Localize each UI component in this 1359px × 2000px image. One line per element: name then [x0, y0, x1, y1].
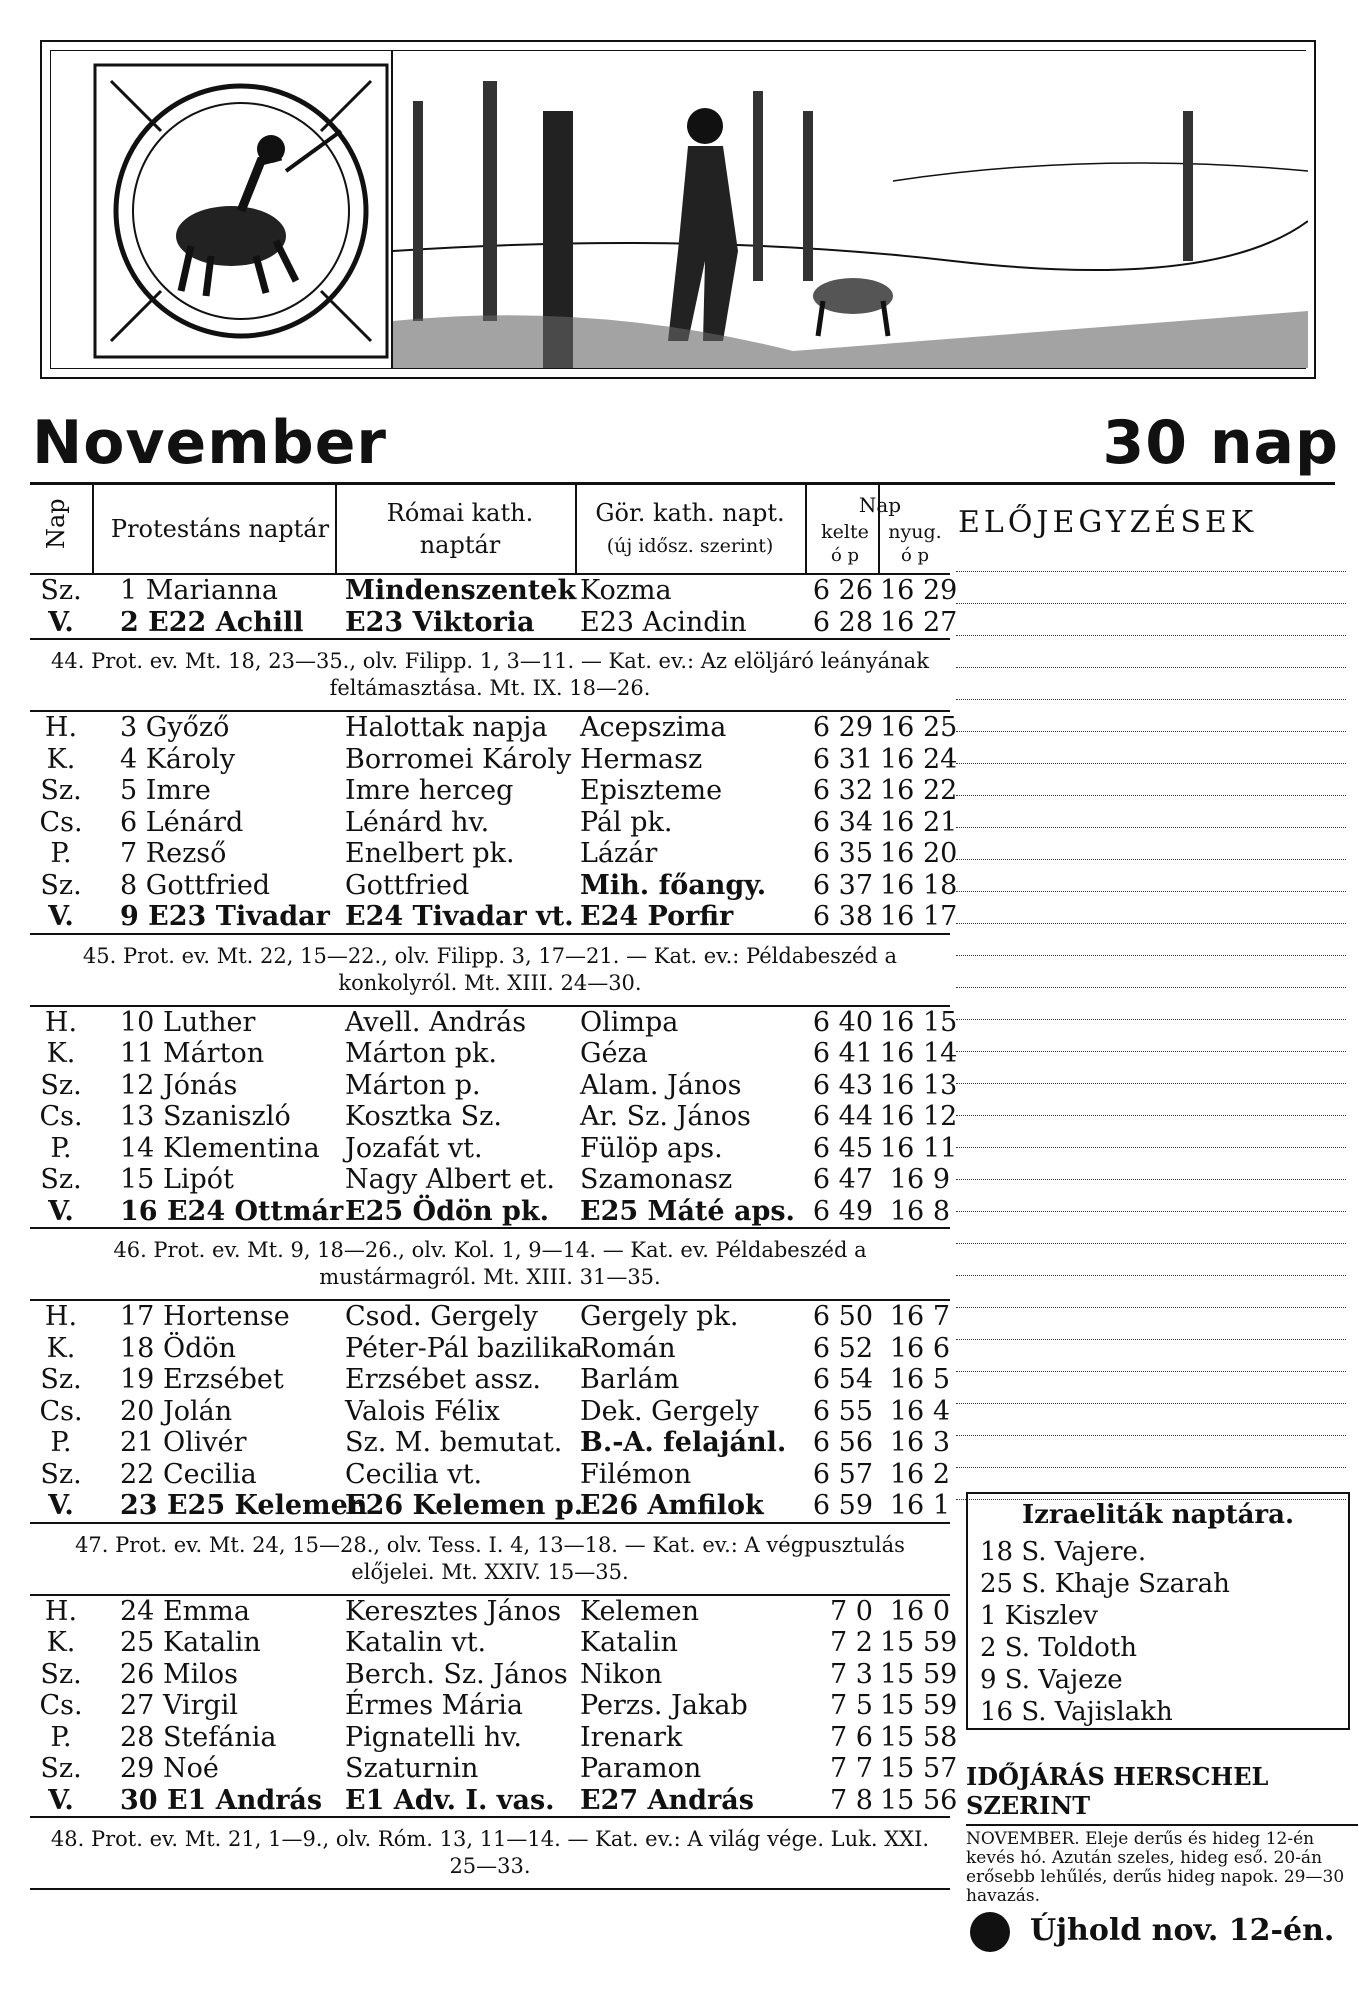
roman-name: Márton pk. — [345, 1038, 497, 1069]
roman-name: Pignatelli hv. — [345, 1721, 522, 1753]
day-row — [30, 1196, 950, 1228]
day-row — [30, 1459, 950, 1491]
sunrise-time: 6 37 — [812, 869, 873, 901]
note-line — [956, 732, 1346, 764]
week-note-text: 46. Prot. ev. Mt. 9, 18—26., olv. Kol. 1, 9—14. — Kat. ev. Példabeszéd a mustármagról. Mt. XIII. 31—35. — [113, 1238, 867, 1289]
calendar-weeks — [30, 575, 958, 1890]
day-row — [30, 775, 958, 807]
roman-name: Márton p. — [345, 1069, 481, 1101]
week-block — [30, 1301, 950, 1522]
roman-name: Halottak napja — [345, 712, 548, 743]
sunset-time: 16 22 — [880, 775, 958, 806]
greek-name: E25 Máté aps. — [580, 1195, 795, 1227]
note-line — [956, 1244, 1346, 1276]
notes-title: ELŐJEGYZÉSEK — [958, 505, 1258, 540]
protestant-name: 22 Cecilia — [120, 1458, 257, 1490]
roman-name: Enelbert pk. — [345, 838, 515, 869]
sunset-time: 16 25 — [880, 712, 958, 743]
israelite-calendar-list — [968, 1536, 1348, 1728]
roman-name: Cecilia vt. — [345, 1458, 483, 1490]
greek-name: Alam. János — [580, 1069, 742, 1101]
protestant-name: 7 Rezső — [120, 838, 227, 869]
sunrise-time: 6 50 — [812, 1301, 873, 1332]
roman-name: Csod. Gergely — [345, 1301, 538, 1332]
day-abbrev: Cs. — [39, 806, 83, 838]
protestant-name: 6 Lénárd — [120, 806, 244, 838]
autumn-hunter-landscape-illustration — [391, 51, 1308, 368]
day-row — [30, 1721, 958, 1754]
roman-name: E23 Viktoria — [345, 606, 535, 638]
note-line — [956, 604, 1346, 636]
new-moon-text: Újhold nov. 12-én. — [1030, 1913, 1335, 1948]
week-note-text: 44. Prot. ev. Mt. 18, 23—35., olv. Filipp. 1, 3—11. — Kat. ev.: Az elöljáró leányának feltámasztása. Mt. IX. 18—26. — [51, 649, 929, 700]
week-block — [30, 575, 958, 638]
sunrise-time: 6 31 — [812, 743, 873, 775]
sunrise-units: ó p — [830, 545, 860, 566]
roman-name: Avell. András — [345, 1006, 527, 1038]
roman-name: Keresztes János — [345, 1595, 562, 1627]
week-note-text: 48. Prot. ev. Mt. 21, 1—9., olv. Róm. 13, 11—14. — Kat. ev.: A világ vége. Luk. XXI. 25—33. — [50, 1827, 930, 1878]
sunrise-time: 6 28 — [812, 606, 873, 638]
protestant-name: 24 Emma — [120, 1595, 250, 1627]
greek-column-header: Gör. kath. napt. — [595, 499, 785, 527]
sunset-time: 16 14 — [880, 1038, 958, 1069]
note-line — [956, 636, 1346, 668]
note-line — [956, 1020, 1346, 1052]
sunrise-time: 6 29 — [812, 712, 873, 743]
sunset-time: 16 4 — [889, 1395, 950, 1427]
note-line — [956, 1180, 1346, 1212]
greek-name: Hermasz — [580, 743, 703, 775]
sunset-time: 15 57 — [880, 1753, 958, 1784]
week-gospel-note — [30, 1522, 950, 1596]
note-line — [956, 1116, 1346, 1148]
sunset-time: 16 11 — [880, 1132, 958, 1164]
sunset-time: 16 24 — [880, 743, 958, 775]
note-line — [956, 796, 1346, 828]
roman-name: Nagy Albert et. — [345, 1164, 555, 1195]
sunset-time: 15 56 — [880, 1784, 958, 1816]
day-abbrev: K. — [46, 1038, 76, 1069]
calendar-table — [30, 485, 958, 1890]
roman-name: E1 Adv. I. vas. — [345, 1784, 555, 1816]
protestant-name: 18 Ödön — [120, 1332, 237, 1364]
protestant-name: 3 Győző — [120, 712, 230, 743]
protestant-name: 20 Jolán — [120, 1395, 233, 1427]
protestant-name: 30 E1 András — [120, 1784, 323, 1816]
sunset-time: 16 21 — [880, 806, 958, 838]
sunrise-time: 7 3 — [830, 1658, 873, 1690]
day-abbrev: K. — [46, 1627, 76, 1658]
greek-name: Dek. Gergely — [580, 1395, 759, 1427]
roman-name: E24 Tivadar vt. — [345, 901, 574, 932]
israelite-entry: 2 S. Toldoth — [980, 1633, 1138, 1663]
day-abbrev: V. — [48, 606, 74, 638]
day-row — [30, 1038, 958, 1070]
day-row — [30, 606, 958, 639]
day-row — [30, 1596, 950, 1628]
week-gospel-note — [30, 1227, 950, 1301]
day-abbrev: Cs. — [39, 1395, 83, 1427]
protestant-name: 12 Jónás — [120, 1069, 238, 1101]
sunrise-time: 6 32 — [812, 775, 873, 806]
israelite-calendar-title: Izraeliták naptára. — [1021, 1500, 1295, 1530]
roman-name: Sz. M. bemutat. — [345, 1427, 563, 1458]
sunrise-time: 7 7 — [830, 1753, 873, 1784]
day-abbrev: Sz. — [40, 575, 82, 606]
note-line — [956, 892, 1346, 924]
note-line — [956, 764, 1346, 796]
roman-name: Gottfried — [345, 869, 470, 901]
protestant-name: 14 Klementina — [120, 1132, 320, 1164]
week-gospel-note — [30, 638, 950, 712]
note-line — [956, 1276, 1346, 1308]
greek-name: E23 Acindin — [580, 606, 747, 638]
day-row — [30, 712, 958, 744]
sunrise-time: 6 57 — [812, 1458, 873, 1490]
day-abbrev: H. — [44, 712, 78, 743]
day-row — [30, 1690, 958, 1722]
day-abbrev: Sz. — [40, 1458, 82, 1490]
day-abbrev: P. — [50, 838, 72, 869]
greek-name: Filémon — [580, 1458, 692, 1490]
day-abbrev: Cs. — [39, 1101, 83, 1132]
note-line — [956, 1436, 1346, 1468]
sun-column-header: Nap — [858, 493, 902, 517]
sunset-time: 15 59 — [880, 1627, 958, 1658]
note-line — [956, 1372, 1346, 1404]
month-title: November — [32, 408, 387, 478]
greek-name: Perzs. Jakab — [580, 1690, 748, 1721]
day-row — [30, 1006, 958, 1039]
protestant-name: 1 Marianna — [120, 575, 279, 606]
column-divider — [575, 485, 577, 573]
day-row — [30, 1132, 958, 1165]
notes-lines — [956, 540, 1346, 1500]
sunrise-time: 6 52 — [812, 1332, 873, 1364]
day-abbrev: Sz. — [40, 1753, 82, 1784]
sunrise-time: 6 43 — [812, 1069, 873, 1101]
week-gospel-note — [30, 1816, 950, 1890]
greek-name: Kozma — [580, 575, 672, 606]
sunrise-time: 6 56 — [812, 1427, 873, 1458]
greek-name: Pál pk. — [580, 806, 673, 838]
notes-panel — [956, 485, 1346, 1500]
greek-name: Román — [580, 1332, 676, 1364]
day-row — [30, 1164, 950, 1196]
day-row — [30, 1301, 950, 1333]
week-note-text: 47. Prot. ev. Mt. 24, 15—28., olv. Tess. I. 4, 13—18. — Kat. ev.: A végpusztulás előjelei. Mt. XXIV. 15—35. — [75, 1532, 905, 1584]
protestant-name: 15 Lipót — [120, 1164, 234, 1195]
protestant-name: 28 Stefánia — [120, 1721, 277, 1753]
roman-name: Katalin vt. — [345, 1627, 487, 1658]
sunrise-time: 6 38 — [812, 901, 873, 932]
sunset-time: 16 29 — [880, 575, 958, 606]
sunrise-time: 7 0 — [830, 1595, 873, 1627]
day-row — [30, 1101, 958, 1133]
roman-name: E25 Ödön pk. — [345, 1195, 549, 1227]
greek-name: Szamonasz — [580, 1164, 733, 1195]
note-line — [956, 1340, 1346, 1372]
weather-title: IDŐJÁRÁS HERSCHEL SZERINT — [966, 1758, 1358, 1826]
sunset-time: 16 3 — [889, 1427, 950, 1458]
protestant-name: 29 Noé — [120, 1753, 219, 1784]
protestant-name: 16 E24 Ottmár — [120, 1195, 344, 1227]
greek-name: Episzteme — [580, 775, 723, 806]
sunset-time: 16 18 — [880, 869, 958, 901]
israelite-calendar-box — [966, 1492, 1350, 1730]
sunrise-time: 6 47 — [812, 1164, 873, 1195]
greek-name: Ar. Sz. János — [580, 1101, 751, 1132]
note-line — [956, 572, 1346, 604]
protestant-name: 21 Olivér — [120, 1427, 247, 1458]
day-row — [30, 743, 958, 776]
sunset-time: 15 59 — [880, 1690, 958, 1721]
sunset-time: 16 17 — [880, 901, 958, 932]
greek-name: Olimpa — [580, 1006, 679, 1038]
calendar-header — [30, 485, 950, 575]
greek-column-header-2: (új idősz. szerint) — [606, 535, 774, 557]
roman-name: Jozafát vt. — [345, 1132, 483, 1164]
day-column-header: Nap — [42, 498, 70, 549]
roman-name: Érmes Mária — [345, 1690, 524, 1721]
column-divider — [92, 485, 94, 573]
week-block — [30, 712, 958, 933]
day-abbrev: H. — [44, 1595, 78, 1627]
new-moon-note — [970, 1912, 1334, 1952]
greek-name: Acepszima — [580, 712, 727, 743]
sunrise-time: 6 41 — [812, 1038, 873, 1069]
israelite-entry: 25 S. Khaje Szarah — [980, 1569, 1230, 1599]
week-block — [30, 1595, 958, 1817]
sunrise-time: 7 8 — [830, 1784, 873, 1816]
sunrise-time: 6 55 — [812, 1395, 873, 1427]
day-abbrev: H. — [44, 1301, 78, 1332]
sunset-time: 16 0 — [889, 1595, 950, 1627]
greek-name: Kelemen — [580, 1595, 700, 1627]
week-gospel-note — [30, 933, 950, 1007]
sunset-header: nyug. — [888, 521, 942, 543]
israelite-entry: 18 S. Vajere. — [980, 1537, 1147, 1567]
roman-name: Szaturnin — [345, 1753, 479, 1784]
sunset-time: 15 59 — [880, 1658, 958, 1690]
greek-name: E27 András — [580, 1784, 754, 1816]
sunset-time: 16 12 — [880, 1101, 958, 1132]
day-row — [30, 1490, 950, 1522]
protestant-name: 9 E23 Tivadar — [120, 901, 330, 932]
greek-name: Nikon — [580, 1658, 663, 1690]
header-illustration — [40, 40, 1316, 379]
israelite-entry: 1 Kiszlev — [980, 1601, 1098, 1631]
roman-name: Borromei Károly — [345, 743, 572, 775]
sunset-time: 16 8 — [889, 1195, 950, 1227]
greek-name: Mih. főangy. — [580, 869, 767, 901]
column-divider — [878, 485, 880, 573]
note-line — [956, 1404, 1346, 1436]
day-row — [30, 575, 958, 607]
day-row — [30, 1396, 950, 1428]
protestant-name: 11 Márton — [120, 1038, 265, 1069]
week-note-text: 45. Prot. ev. Mt. 22, 15—22., olv. Filipp. 3, 17—21. — Kat. ev.: Példabeszéd a konkolyról. Mt. XIII. 24—30. — [82, 943, 898, 995]
day-abbrev: Sz. — [40, 1364, 82, 1395]
day-abbrev: Sz. — [40, 775, 82, 806]
day-abbrev: Sz. — [40, 1658, 82, 1690]
day-abbrev: P. — [50, 1132, 72, 1164]
roman-name: E26 Kelemen p. — [345, 1490, 584, 1521]
greek-name: Katalin — [580, 1627, 678, 1658]
day-abbrev: V. — [48, 901, 74, 932]
sunset-time: 16 15 — [880, 1006, 958, 1038]
protestant-name: 26 Milos — [120, 1658, 238, 1690]
roman-name: Berch. Sz. János — [345, 1658, 568, 1690]
day-abbrev: Cs. — [39, 1690, 83, 1721]
day-abbrev: K. — [46, 1332, 76, 1364]
note-line — [956, 988, 1346, 1020]
day-abbrev: K. — [46, 743, 76, 775]
note-line — [956, 1148, 1346, 1180]
note-line — [956, 1308, 1346, 1340]
sunset-time: 16 5 — [889, 1364, 950, 1395]
day-row — [30, 1784, 958, 1817]
protestant-name: 23 E25 Kelemen — [120, 1490, 368, 1521]
sunset-time: 16 7 — [889, 1301, 950, 1332]
protestant-name: 10 Luther — [120, 1006, 256, 1038]
day-row — [30, 1753, 958, 1785]
day-row — [30, 1627, 958, 1659]
protestant-name: 13 Szaniszló — [120, 1101, 291, 1132]
sunrise-time: 6 59 — [812, 1490, 873, 1521]
note-line — [956, 828, 1346, 860]
roman-name: Erzsébet assz. — [345, 1364, 541, 1395]
sunset-time: 16 1 — [889, 1490, 950, 1521]
sunset-units: ó p — [900, 545, 930, 566]
day-row — [30, 1364, 950, 1396]
weather-text: NOVEMBER. Eleje derűs és hideg 12-én kevés hó. Azután szeles, hideg eső. 20-án erősebb lehűlés, derűs hideg napok. 29—30 havazás. — [966, 1829, 1345, 1906]
sunset-time: 16 20 — [880, 838, 958, 869]
protestant-column-header: Protestáns naptár — [110, 515, 330, 543]
note-line — [956, 540, 1346, 572]
sunset-time: 16 2 — [889, 1458, 950, 1490]
protestant-name: 8 Gottfried — [120, 869, 271, 901]
israelite-entry: 16 S. Vajislakh — [980, 1697, 1173, 1727]
protestant-name: 4 Károly — [120, 743, 236, 775]
roman-column-header: Római kath. — [386, 499, 534, 527]
roman-column-header-2: naptár — [419, 531, 501, 559]
protestant-name: 25 Katalin — [120, 1627, 261, 1658]
protestant-name: 27 Virgil — [120, 1690, 239, 1721]
column-divider — [805, 485, 807, 573]
greek-name: Barlám — [580, 1364, 680, 1395]
day-abbrev: Sz. — [40, 1069, 82, 1101]
day-row — [30, 1333, 950, 1365]
greek-name: Irenark — [580, 1721, 683, 1753]
note-line — [956, 700, 1346, 732]
day-abbrev: Sz. — [40, 869, 82, 901]
sunrise-time: 7 6 — [830, 1721, 873, 1753]
weather-forecast — [966, 1758, 1358, 1906]
sunrise-header: kelte — [821, 521, 869, 543]
day-row — [30, 1069, 958, 1102]
protestant-name: 2 E22 Achill — [120, 606, 304, 638]
protestant-name: 19 Erzsébet — [120, 1364, 284, 1395]
roman-name: Lénárd hv. — [345, 806, 490, 838]
note-line — [956, 668, 1346, 700]
sunrise-time: 6 26 — [812, 575, 873, 606]
week-block — [30, 1006, 958, 1228]
day-row — [30, 901, 958, 933]
roman-name: Péter-Pál bazilika — [345, 1332, 584, 1364]
sunset-time: 16 6 — [889, 1332, 950, 1364]
day-abbrev: V. — [48, 1195, 74, 1227]
sunset-time: 16 13 — [880, 1069, 958, 1101]
sunrise-time: 6 54 — [812, 1364, 873, 1395]
day-row — [30, 838, 958, 870]
day-abbrev: V. — [48, 1784, 74, 1816]
note-line — [956, 1212, 1346, 1244]
day-row — [30, 869, 958, 902]
days-count: 30 nap — [1102, 408, 1339, 478]
sunrise-time: 6 49 — [812, 1195, 873, 1227]
roman-name: Imre herceg — [345, 775, 514, 806]
greek-name: Fülöp aps. — [580, 1132, 723, 1164]
roman-name: Mindenszentek — [345, 575, 577, 606]
note-line — [956, 1084, 1346, 1116]
sunset-time: 16 27 — [880, 606, 958, 638]
new-moon-icon — [970, 1912, 1010, 1952]
greek-name: Lázár — [580, 838, 658, 869]
day-abbrev: H. — [44, 1006, 78, 1038]
note-line — [956, 924, 1346, 956]
sunrise-time: 7 5 — [830, 1690, 873, 1721]
column-divider — [335, 485, 337, 573]
roman-name: Kosztka Sz. — [345, 1101, 502, 1132]
greek-name: Gergely pk. — [580, 1301, 739, 1332]
sunrise-time: 6 45 — [812, 1132, 873, 1164]
greek-name: E26 Amfilok — [580, 1490, 764, 1521]
greek-name: Paramon — [580, 1753, 702, 1784]
note-line — [956, 956, 1346, 988]
israelite-entry: 9 S. Vajeze — [980, 1665, 1123, 1695]
sunrise-time: 6 34 — [812, 806, 873, 838]
note-line — [956, 860, 1346, 892]
sunrise-time: 6 35 — [812, 838, 873, 869]
sunrise-time: 6 40 — [812, 1006, 873, 1038]
protestant-name: 17 Hortense — [120, 1301, 290, 1332]
sagittarius-zodiac-emblem-icon — [91, 61, 391, 361]
sunrise-time: 6 44 — [812, 1101, 873, 1132]
day-abbrev: P. — [50, 1721, 72, 1753]
day-row — [30, 806, 958, 839]
day-abbrev: P. — [50, 1427, 72, 1458]
protestant-name: 5 Imre — [120, 775, 211, 806]
day-abbrev: Sz. — [40, 1164, 82, 1195]
roman-name: Valois Félix — [345, 1395, 500, 1427]
day-row — [30, 1658, 958, 1691]
note-line — [956, 1052, 1346, 1084]
greek-name: E24 Porfir — [580, 901, 734, 932]
sunrise-time: 7 2 — [830, 1627, 873, 1658]
greek-name: Géza — [580, 1038, 648, 1069]
day-row — [30, 1427, 950, 1459]
day-abbrev: V. — [48, 1490, 74, 1521]
sunset-time: 15 58 — [880, 1721, 958, 1753]
sunset-time: 16 9 — [889, 1164, 950, 1195]
greek-name: B.-A. felajánl. — [580, 1427, 787, 1458]
